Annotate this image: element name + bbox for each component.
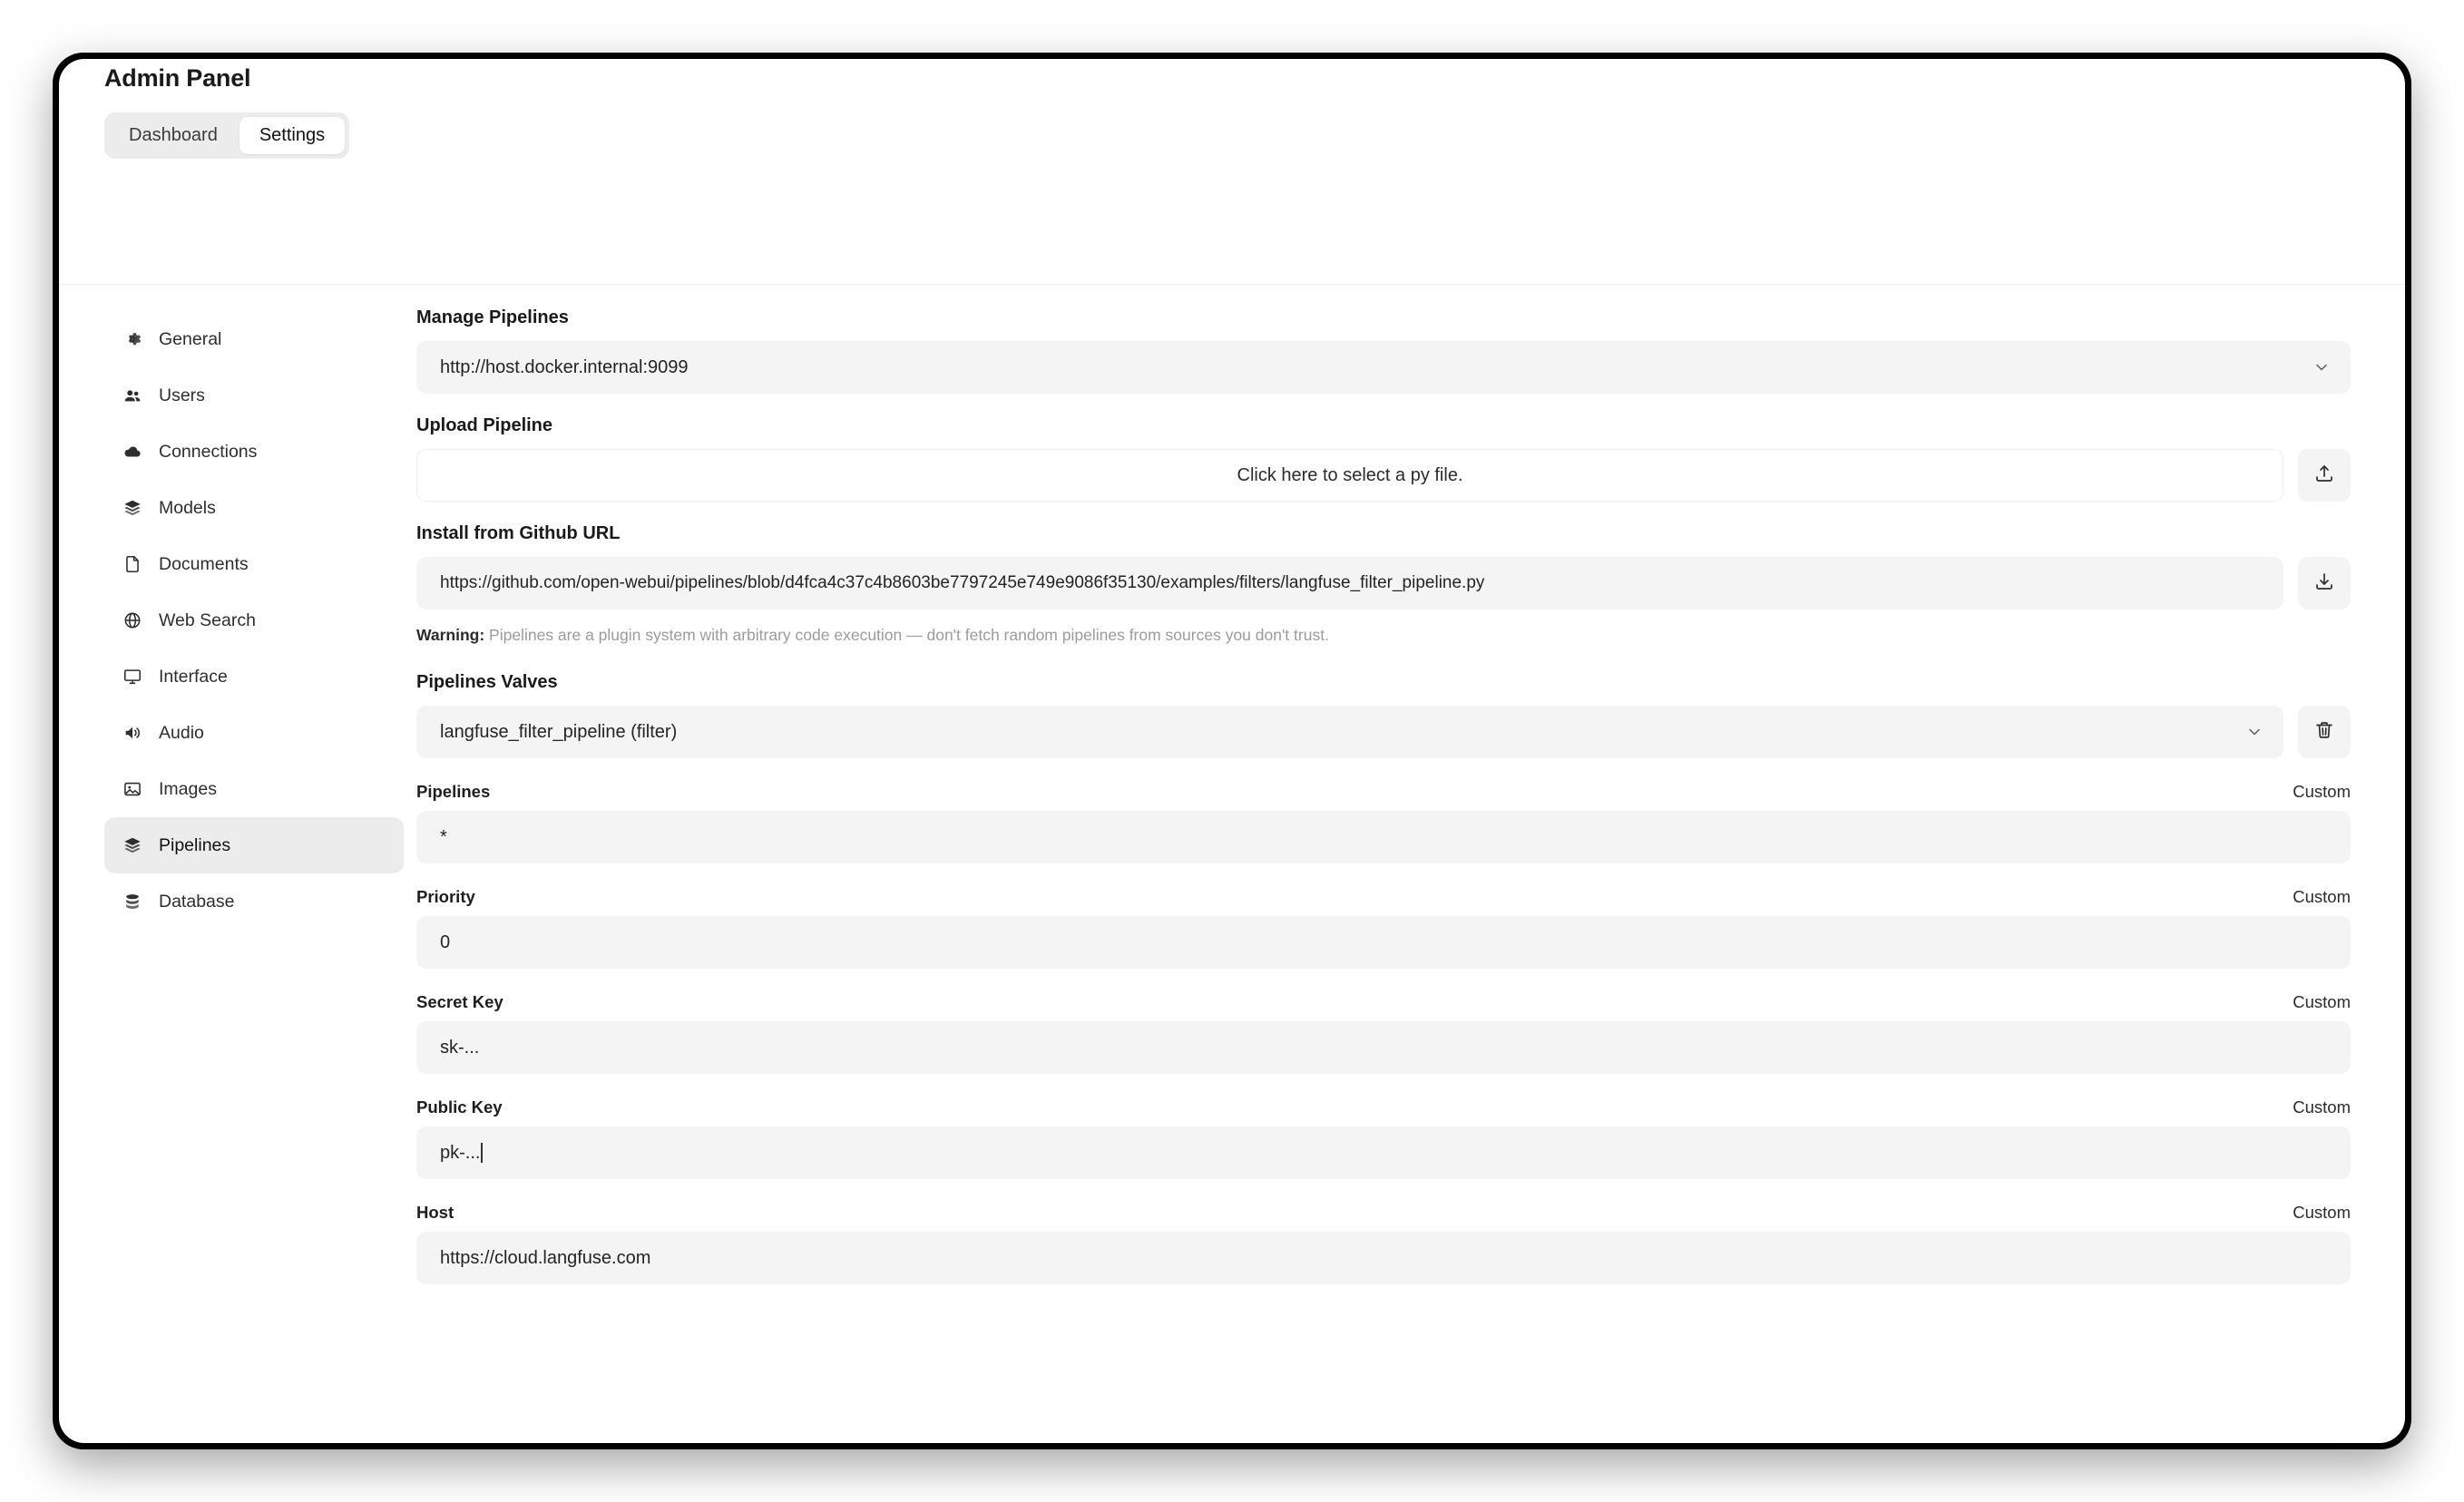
pipelines-valves-label: Pipelines Valves — [416, 672, 558, 692]
valve-value: sk-... — [440, 1037, 480, 1058]
header-divider — [59, 284, 2405, 285]
layers-icon — [121, 834, 144, 857]
gear-icon — [121, 327, 144, 351]
valve-custom-toggle[interactable]: Custom — [2293, 782, 2351, 801]
valve-header-public-key — [416, 1097, 2351, 1117]
upload-pipeline-label: Upload Pipeline — [416, 415, 553, 435]
pipelines-valves-select[interactable] — [416, 706, 2283, 758]
valve-input-host[interactable] — [416, 1232, 2351, 1284]
manage-pipelines-select[interactable] — [416, 341, 2351, 394]
valve-value: pk-... — [440, 1142, 481, 1163]
valve-input-pipelines[interactable] — [416, 811, 2351, 863]
sidebar-item-users[interactable] — [104, 367, 404, 424]
valve-label: Secret Key — [416, 992, 504, 1011]
pipelines-warning-prefix: Warning: — [416, 626, 485, 644]
sidebar-item-audio[interactable] — [104, 705, 404, 761]
sidebar-item-label: Database — [159, 891, 235, 912]
download-icon — [2313, 571, 2335, 597]
text-caret — [481, 1143, 483, 1163]
monitor-icon — [121, 665, 144, 688]
install-github-row — [416, 557, 2351, 610]
sidebar-item-label: General — [159, 328, 222, 349]
sidebar-item-label: Pipelines — [159, 834, 231, 855]
sidebar-item-documents[interactable] — [104, 536, 404, 592]
valve-custom-toggle[interactable]: Custom — [2293, 1203, 2351, 1222]
sidebar-item-label: Models — [159, 497, 216, 518]
github-url-input[interactable] — [416, 557, 2283, 610]
install-github-label: Install from Github URL — [416, 523, 621, 543]
page-title: Admin Panel — [104, 64, 251, 92]
sidebar-item-label: Interface — [159, 666, 228, 687]
pipelines-warning — [416, 626, 2351, 645]
browser-window-frame — [53, 53, 2411, 1449]
sidebar-item-models[interactable] — [104, 480, 404, 536]
globe-icon — [121, 609, 144, 632]
download-button[interactable] — [2298, 557, 2351, 610]
valve-header-pipelines — [416, 782, 2351, 802]
manage-pipelines-value: http://host.docker.internal:9099 — [440, 356, 689, 377]
valve-header-secret-key — [416, 992, 2351, 1012]
sidebar-item-label: Documents — [159, 553, 249, 574]
valve-value: * — [440, 826, 447, 847]
valve-value: 0 — [440, 931, 451, 952]
github-url-value: https://github.com/open-webui/pipelines/blob/d4fca4c37c4b8603be7797245e749e9086f35130/examples/filters/langfuse_filter_pipeline.py — [440, 573, 1485, 592]
upload-pipeline-dropzone[interactable] — [416, 449, 2283, 502]
sidebar-item-connections[interactable] — [104, 424, 404, 480]
sidebar-item-web-search[interactable] — [104, 592, 404, 649]
sidebar-item-label: Web Search — [159, 610, 256, 630]
tab-bar — [104, 112, 349, 159]
sidebar-item-database[interactable] — [104, 873, 404, 930]
sidebar-item-images[interactable] — [104, 761, 404, 817]
settings-content — [404, 306, 2405, 1443]
tab-settings[interactable]: Settings — [240, 117, 345, 154]
users-icon — [121, 384, 144, 407]
database-icon — [121, 890, 144, 913]
sidebar-item-general[interactable] — [104, 311, 404, 367]
image-icon — [121, 777, 144, 801]
upload-button[interactable] — [2298, 449, 2351, 502]
cloud-icon — [121, 440, 144, 463]
pipelines-valves-value: langfuse_filter_pipeline (filter) — [440, 721, 678, 742]
valve-input-priority[interactable] — [416, 916, 2351, 969]
chevron-down-icon — [2312, 358, 2331, 376]
chevron-down-icon — [2245, 723, 2264, 741]
pipelines-warning-text: Pipelines are a plugin system with arbitrary code execution — don't fetch random pipelines from sources you don't trust. — [484, 626, 1329, 644]
manage-pipelines-label: Manage Pipelines — [416, 307, 569, 327]
upload-pipeline-row — [416, 449, 2351, 502]
delete-pipeline-button[interactable] — [2298, 706, 2351, 758]
valve-label: Pipelines — [416, 782, 491, 801]
valve-label: Priority — [416, 887, 475, 906]
sidebar-item-label: Users — [159, 385, 205, 405]
sidebar-item-label: Audio — [159, 722, 204, 743]
pipelines-valves-row — [416, 706, 2351, 758]
valve-custom-toggle[interactable]: Custom — [2293, 992, 2351, 1011]
admin-panel-window — [59, 59, 2405, 1443]
settings-sidebar — [104, 306, 404, 1443]
valve-label: Host — [416, 1203, 455, 1222]
sidebar-item-label: Images — [159, 778, 217, 799]
valve-input-public-key[interactable] — [416, 1126, 2351, 1179]
speaker-icon — [121, 721, 144, 745]
valve-label: Public Key — [416, 1097, 503, 1117]
valve-custom-toggle[interactable]: Custom — [2293, 1097, 2351, 1117]
valve-custom-toggle[interactable]: Custom — [2293, 887, 2351, 906]
valve-header-host — [416, 1203, 2351, 1223]
sidebar-item-interface[interactable] — [104, 649, 404, 705]
sidebar-item-pipelines[interactable] — [104, 817, 404, 873]
valve-header-priority — [416, 887, 2351, 907]
trash-icon — [2313, 719, 2335, 746]
manage-pipelines-row — [416, 341, 2351, 394]
tab-dashboard[interactable]: Dashboard — [129, 125, 218, 145]
document-icon — [121, 552, 144, 576]
body-area — [104, 306, 2405, 1443]
upload-pipeline-dropzone-text: Click here to select a py file. — [1237, 464, 1463, 485]
layers-icon — [121, 496, 144, 520]
upload-icon — [2313, 463, 2335, 489]
valve-value: https://cloud.langfuse.com — [440, 1247, 651, 1268]
sidebar-item-label: Connections — [159, 441, 258, 462]
valve-input-secret-key[interactable] — [416, 1021, 2351, 1074]
